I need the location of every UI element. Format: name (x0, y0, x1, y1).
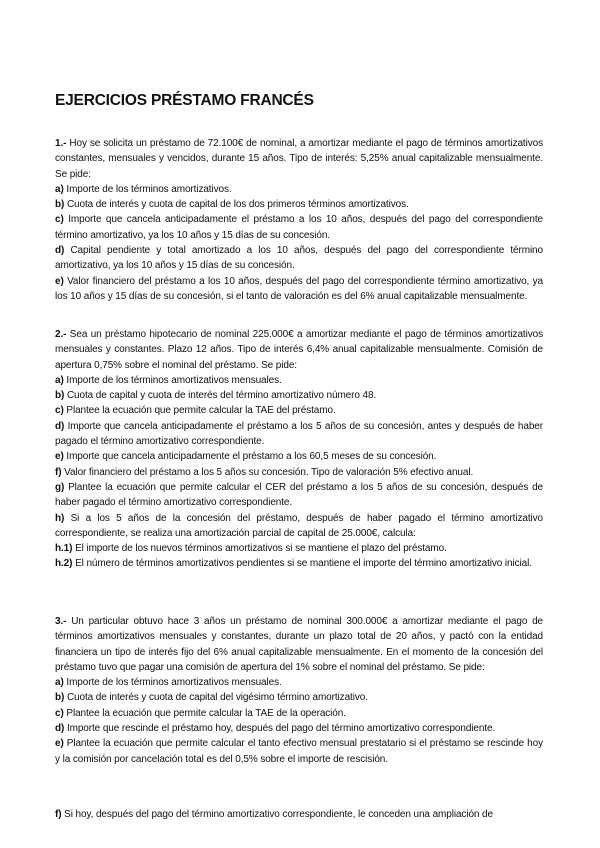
item-label: a) (55, 677, 64, 689)
item-text: Plantee la ecuación que permite calcular la TAE del préstamo. (66, 405, 336, 417)
list-item (55, 274, 543, 305)
item-text: Cuota de interés y cuota de capital de los dos primeros términos amortizativos. (66, 199, 409, 211)
item-text: Si hoy, después del pago del término amortizativo correspondiente, le conceden una ampliación de (64, 809, 493, 820)
item-text: El número de términos amortizativos pendientes si se mantiene el importe del término amortizativo inicial. (75, 558, 532, 570)
item-text: Importe que cancela anticipadamente el préstamo a los 10 años, después del pago del correspondiente término amortizativo, ya los 10 años y 15 días de su concesión. (55, 214, 543, 241)
list-item (55, 212, 543, 243)
list-item (55, 511, 543, 542)
item-label: d) (55, 245, 65, 257)
exercise-3-intro (55, 614, 543, 675)
item-text: El importe de los nuevos términos amortizativos si se mantiene el plazo del préstamo. (75, 543, 447, 555)
list-item (55, 675, 543, 690)
item-label: b) (55, 692, 65, 704)
item-label: c) (55, 707, 64, 719)
exercise-number: 2.- (55, 329, 67, 340)
list-item (55, 419, 543, 450)
item-label: c) (55, 405, 64, 417)
list-item (55, 690, 543, 705)
item-text: Importe de los términos amortizativos. (66, 183, 232, 195)
item-label: h) (55, 512, 65, 524)
list-item (55, 721, 543, 736)
list-item (55, 243, 543, 274)
exercise-3 (55, 614, 543, 767)
exercise-2-intro (55, 327, 543, 373)
item-label: e) (55, 275, 64, 287)
list-item (55, 403, 543, 418)
list-item (55, 706, 543, 721)
exercise-3-last-item (55, 807, 543, 822)
sub-list-item (55, 556, 543, 571)
exercise-intro-text: Sea un préstamo hipotecario de nominal 225.000€ a amortizar mediante el pago de términos amortizativos mensuales y constantes. Plazo 12 años. Tipo de interés 6,4% anual capitalizable mensualmente. Comisión de apertura 0,75% sobre el nominal del préstamo. Se pide: (55, 329, 543, 371)
item-text: Cuota de capital y cuota de interés del término amortizativo número 48. (66, 390, 377, 402)
exercise-intro-text: Hoy se solicita un préstamo de 72.100€ de nominal, a amortizar mediante el pago de términos amortizativos constantes, mensuales y vencidos, durante 15 años. Tipo de interés: 5,25% anual capitalizable mensualmente. Se pide: (55, 138, 543, 180)
item-text: Importe de los términos amortizativos mensuales. (66, 677, 282, 689)
item-label: e) (55, 738, 64, 750)
item-text: Importe que cancela anticipadamente el préstamo a los 5 años de su concesión, antes y después de haber pagado el término amortizativo correspondiente. (55, 420, 543, 448)
item-label: b) (55, 199, 65, 211)
item-text: Cuota de interés y cuota de capital del vigésimo término amortizativo. (66, 692, 368, 704)
item-text: Importe que rescinde el préstamo hoy, después del pago del término amortizativo correspondiente. (66, 723, 496, 735)
item-label: a) (55, 374, 64, 386)
list-item (55, 373, 543, 388)
item-text: Capital pendiente y total amortizado a los 10 años, después del pago del correspondiente término amortizativo, ya los 10 años y 15 días de su concesión. (55, 245, 543, 272)
list-item (55, 182, 543, 197)
item-text: Plantee la ecuación que permite calcular el CER del préstamo a los 5 años de su concesión, después de haber pagado el término amortizativo correspondiente. (55, 481, 543, 509)
item-label: e) (55, 451, 64, 463)
exercise-1-intro (55, 136, 543, 182)
item-label: c) (55, 214, 64, 226)
list-item (55, 449, 543, 464)
item-label: d) (55, 723, 65, 735)
exercise-number: 3.- (55, 616, 67, 627)
item-text: Si a los 5 años de la concesión del préstamo, después de haber pagado el término amortizativo correspondiente, se realiza una amortización parcial de capital de 25.000€, calcula: (55, 512, 543, 539)
item-label: h.1) (55, 543, 73, 555)
exercise-number: 1.- (55, 138, 67, 149)
exercise-intro-text: Un particular obtuvo hace 3 años un préstamo de nominal 300.000€ a amortizar mediante el pago de términos amortizativos mensuales y constantes, durante un plazo total de 20 años, y pactó con la entidad financiera un tipo de interés fijo del 6% anual capitalizable mensualmente. En el momento de la concesión del préstamo tuvo que pagar una comisión de apertura del 1% sobre el nominal del préstamo. Se pide: (55, 616, 544, 673)
list-item (55, 480, 543, 511)
exercise-1 (55, 136, 543, 304)
exercise-2 (55, 327, 543, 572)
list-item (55, 197, 543, 212)
list-item (55, 465, 543, 480)
item-label: d) (55, 420, 65, 432)
item-label: b) (55, 390, 65, 402)
item-label: f) (55, 809, 62, 820)
item-text: Plantee la ecuación que permite calcular la TAE de la operación. (66, 707, 346, 719)
item-label: f) (55, 466, 62, 478)
item-text: Importe que cancela anticipadamente el préstamo a los 60,5 meses de su concesión. (66, 451, 437, 463)
list-item (55, 736, 543, 767)
item-label: h.2) (55, 558, 73, 570)
item-text: Importe de los términos amortizativos mensuales. (66, 374, 282, 386)
list-item (55, 388, 543, 403)
list-item (55, 807, 543, 822)
item-text: Plantee la ecuación que permite calcular el tanto efectivo mensual prestatario si el préstamo se rescinde hoy y la comisión por cancelación total es del 0,5% sobre el importe de rescisión. (55, 738, 543, 765)
item-text: Valor financiero del préstamo a los 10 años, después del pago del correspondiente término amortizativo, ya los 10 años y 15 días de su concesión, si el tanto de valoración es del 6% anual capitalizable mensualmente. (55, 275, 543, 302)
item-label: g) (55, 481, 65, 493)
item-text: Valor financiero del préstamo a los 5 años su concesión. Tipo de valoración 5% efectivo anual. (64, 466, 474, 478)
document-title: EJERCICIOS PRÉSTAMO FRANCÉS (55, 92, 314, 109)
item-label: a) (55, 183, 64, 195)
sub-list-item (55, 541, 543, 556)
